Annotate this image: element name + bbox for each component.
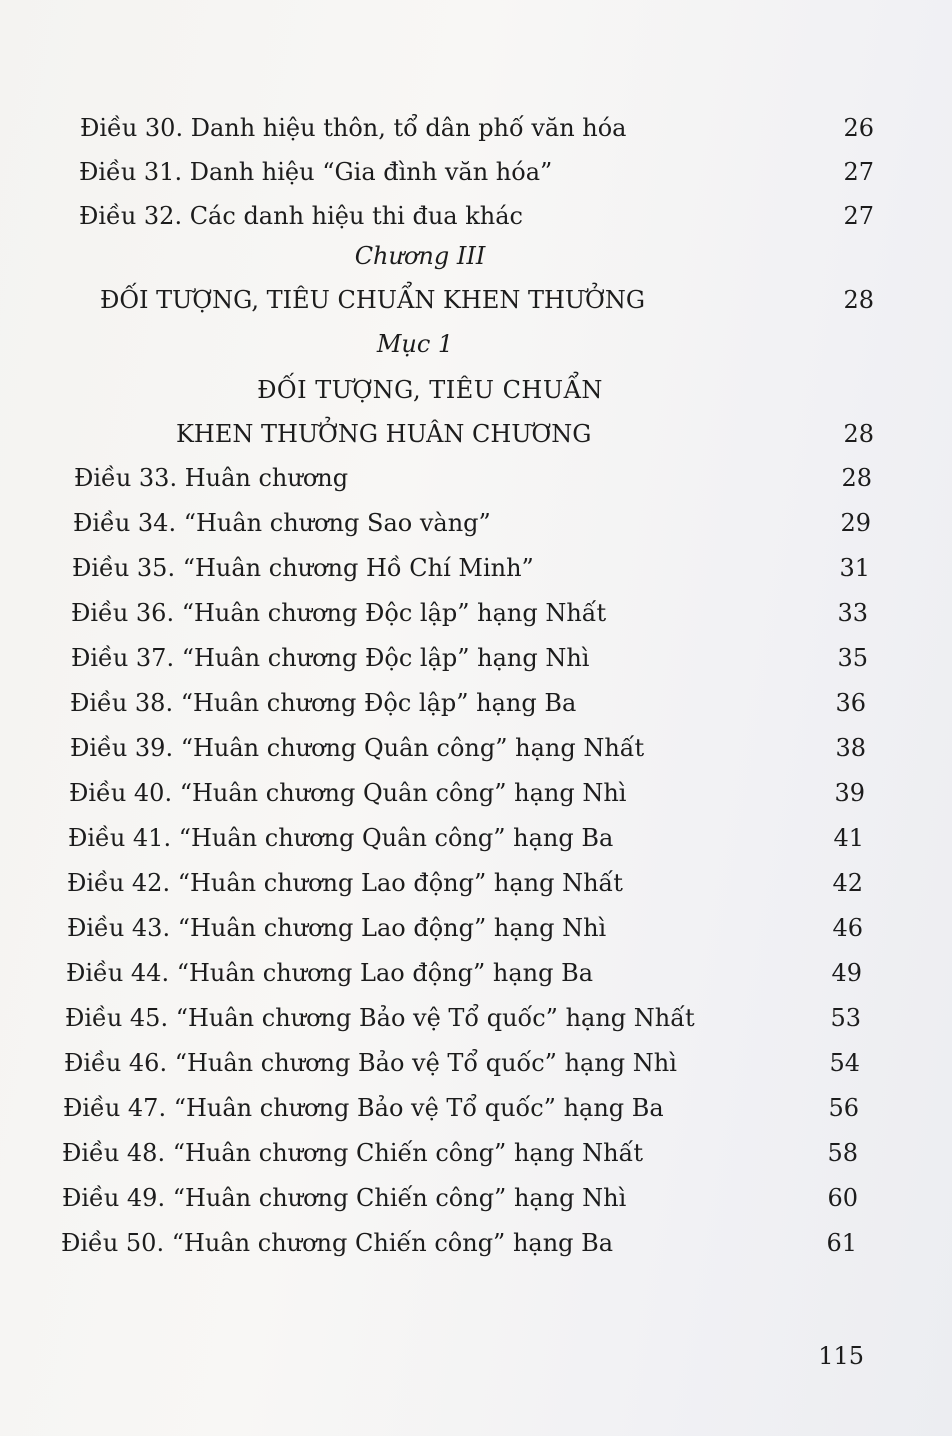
toc-entry-page: 61 (826, 1229, 857, 1257)
toc-entry[interactable] (67, 863, 863, 903)
toc-entry-page: 41 (833, 824, 864, 852)
toc-entry[interactable] (79, 196, 874, 236)
toc-entry[interactable] (80, 108, 874, 148)
toc-entry-title: Điều 42. “Huân chương Lao động” hạng Nhất (67, 869, 623, 897)
toc-entry-page: 60 (827, 1184, 858, 1212)
toc-entry-title: Điều 30. Danh hiệu thôn, tổ dân phố văn hóa (80, 114, 627, 142)
toc-entry-title: Điều 44. “Huân chương Lao động” hạng Ba (66, 959, 594, 987)
toc-entry-title: Điều 46. “Huân chương Bảo vệ Tổ quốc” hạng Nhì (64, 1049, 677, 1077)
toc-entry-page: 33 (837, 599, 868, 627)
toc-entry-title: Điều 41. “Huân chương Quân công” hạng Ba (68, 824, 614, 852)
toc-entry-title: Điều 48. “Huân chương Chiến công” hạng Nhất (62, 1139, 643, 1167)
toc-entry-title: Điều 39. “Huân chương Quân công” hạng Nhất (70, 734, 645, 762)
toc-entry[interactable] (71, 638, 868, 678)
toc-entry-title: Điều 43. “Huân chương Lao động” hạng Nhì (67, 914, 607, 942)
chapter-label: Chương III (354, 242, 486, 270)
section-page: 28 (843, 420, 874, 448)
chapter-title-row[interactable] (100, 280, 874, 320)
toc-entry-title: Điều 38. “Huân chương Độc lập” hạng Ba (70, 689, 577, 717)
toc-entry-title: Điều 35. “Huân chương Hồ Chí Minh” (72, 554, 534, 582)
toc-entry-title: Điều 45. “Huân chương Bảo vệ Tổ quốc” hạng Nhất (65, 1004, 695, 1032)
toc-entry-title: Điều 50. “Huân chương Chiến công” hạng Ba (61, 1229, 614, 1257)
toc-entry[interactable] (62, 1133, 858, 1173)
section-title-row[interactable] (176, 414, 874, 454)
section-title-line2: KHEN THƯỞNG HUÂN CHƯƠNG (176, 420, 592, 448)
toc-entry-page: 28 (841, 464, 872, 492)
toc-entry[interactable] (67, 908, 863, 948)
toc-entry-title: Điều 34. “Huân chương Sao vàng” (73, 509, 491, 537)
toc-entry-page: 27 (843, 202, 874, 230)
toc-entry-page: 36 (835, 689, 866, 717)
toc-entry-title: Điều 49. “Huân chương Chiến công” hạng Nhì (62, 1184, 627, 1212)
toc-entry[interactable] (65, 998, 861, 1038)
section-title-line1: ĐỐI TƯỢNG, TIÊU CHUẨN (257, 376, 603, 404)
toc-entry-page: 26 (843, 114, 874, 142)
toc-entry-page: 58 (827, 1139, 858, 1167)
chapter-title: ĐỐI TƯỢNG, TIÊU CHUẨN KHEN THƯỞNG (100, 286, 646, 314)
toc-entry[interactable] (61, 1223, 857, 1263)
toc-entry[interactable] (69, 773, 865, 813)
toc-entry-title: Điều 33. Huân chương (74, 464, 349, 492)
toc-entry[interactable] (62, 1178, 858, 1218)
toc-entry-title: Điều 40. “Huân chương Quân công” hạng Nhì (69, 779, 627, 807)
toc-entry[interactable] (68, 818, 864, 858)
toc-entry[interactable] (71, 593, 868, 633)
toc-entry[interactable] (79, 152, 874, 192)
toc-entry-title: Điều 32. Các danh hiệu thi đua khác (79, 202, 523, 230)
page-number: 115 (818, 1342, 864, 1370)
toc-entry-title: Điều 37. “Huân chương Độc lập” hạng Nhì (71, 644, 590, 672)
toc-entry-page: 42 (832, 869, 863, 897)
toc-entry[interactable] (73, 503, 871, 543)
toc-entry-title: Điều 47. “Huân chương Bảo vệ Tổ quốc” hạng Ba (63, 1094, 664, 1122)
toc-entry-page: 35 (837, 644, 868, 672)
toc-entry[interactable] (64, 1043, 860, 1083)
section-label: Mục 1 (376, 330, 454, 358)
toc-entry-page: 29 (840, 509, 871, 537)
toc-entry-page: 31 (839, 554, 870, 582)
toc-entry-page: 27 (843, 158, 874, 186)
toc-entry-page: 53 (830, 1004, 861, 1032)
toc-entry-page: 54 (829, 1049, 860, 1077)
toc-entry-title: Điều 31. Danh hiệu “Gia đình văn hóa” (79, 158, 553, 186)
toc-entry[interactable] (74, 458, 872, 498)
toc-entry-page: 56 (828, 1094, 859, 1122)
toc-entry-page: 46 (832, 914, 863, 942)
toc-entry[interactable] (66, 953, 862, 993)
toc-entry[interactable] (70, 728, 866, 768)
toc-entry[interactable] (72, 548, 870, 588)
toc-entry-page: 49 (831, 959, 862, 987)
toc-entry-page: 38 (835, 734, 866, 762)
toc-entry[interactable] (63, 1088, 859, 1128)
toc-entry-title: Điều 36. “Huân chương Độc lập” hạng Nhất (71, 599, 607, 627)
toc-entry-page: 39 (834, 779, 865, 807)
chapter-page: 28 (843, 286, 874, 314)
toc-entry[interactable] (70, 683, 866, 723)
